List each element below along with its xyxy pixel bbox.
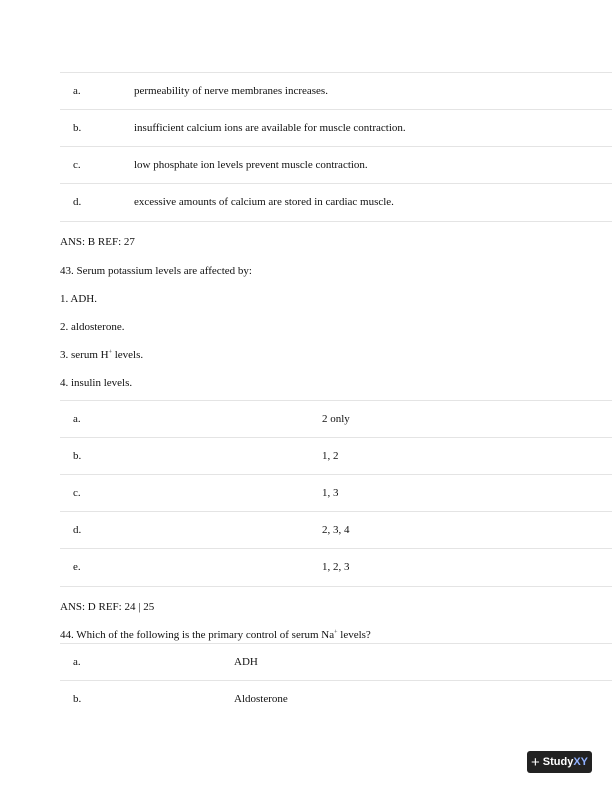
option-letter: c. [73,159,81,171]
option-text: 1, 2, 3 [322,561,350,573]
q43-item-1: 1. ADH. [60,293,97,305]
q42-option-d [60,183,612,222]
studyxy-badge[interactable] [527,751,592,773]
option-text: insufficient calcium ions are available for muscle contraction. [134,122,406,134]
q44-question [60,629,371,641]
plus-icon: + [530,753,540,771]
brand-name: Study [542,756,574,768]
option-letter: d. [73,524,82,536]
option-letter: e. [73,561,81,573]
q43-option-e [60,548,612,587]
option-letter: a. [73,85,81,97]
option-letter: b. [73,450,82,462]
option-text: low phosphate ion levels prevent muscle contraction. [134,159,368,171]
option-text: 1, 3 [322,487,339,499]
option-text: 2 only [322,413,350,425]
question-text: 44. Which of the following is the primary control of serum Na [60,629,335,641]
question-tail: levels? [337,629,371,641]
superscript: + [108,349,112,356]
option-letter: c. [73,487,81,499]
q43-item-4: 4. insulin levels. [60,377,133,389]
item-text: 3. serum H [60,349,109,361]
q43-question: 43. Serum potassium levels are affected by: [60,265,252,277]
q43-option-c [60,474,612,512]
option-letter: b. [73,122,82,134]
q42-answer: ANS: B REF: 27 [60,236,135,248]
option-text: 2, 3, 4 [322,524,350,536]
superscript: + [334,629,338,636]
q44-option-b [60,680,612,718]
q43-answer: ANS: D REF: 24 | 25 [60,601,155,613]
q43-item-3 [60,349,143,361]
option-text: permeability of nerve membranes increases. [134,85,328,97]
q44-option-a [60,643,612,681]
option-text: 1, 2 [322,450,339,462]
option-letter: a. [73,413,81,425]
q43-option-d [60,511,612,549]
q42-option-c [60,146,612,184]
q43-option-b [60,437,612,475]
q42-option-a [60,72,612,110]
option-text: excessive amounts of calcium are stored in cardiac muscle. [134,196,394,208]
option-letter: a. [73,656,81,668]
option-text: Aldosterone [234,693,288,705]
q43-item-2: 2. aldosterone. [60,321,125,333]
item-tail: levels. [111,349,144,361]
q43-option-a [60,400,612,438]
q42-option-b [60,109,612,147]
brand-accent: XY [573,756,588,768]
option-letter: d. [73,196,82,208]
option-letter: b. [73,693,82,705]
option-text: ADH [234,656,258,668]
